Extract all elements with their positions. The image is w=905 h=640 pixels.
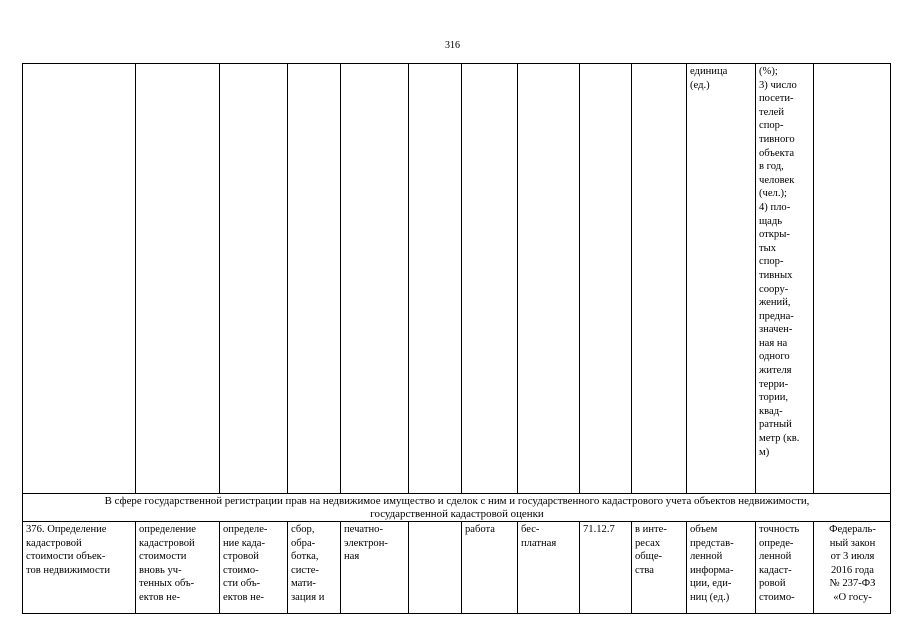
cell-text-line: определе- xyxy=(223,524,268,535)
cell-text-line: посети- xyxy=(759,93,794,105)
cell-text-line: жений, xyxy=(759,297,791,309)
cell-text-line: стровой xyxy=(223,551,259,563)
cell-text-line: ный закон xyxy=(829,537,876,549)
cell-text-line: ции, еди- xyxy=(690,578,732,590)
cell-text-line: обра- xyxy=(291,537,316,549)
payment-cell xyxy=(518,522,580,614)
cell-text-line: 376. Определение xyxy=(26,524,107,535)
cell-text-line: спор- xyxy=(759,120,784,132)
table-cell xyxy=(462,64,518,494)
cell-text-line: откры- xyxy=(759,229,790,241)
registry-table xyxy=(22,63,891,614)
table-cell xyxy=(580,64,632,494)
service-condition-cell xyxy=(220,522,288,614)
table-cell xyxy=(632,64,687,494)
service-form-cell xyxy=(288,522,341,614)
cell-text-line: ленной xyxy=(759,551,792,563)
quality-indicator-cell xyxy=(756,522,814,614)
cell-text-line: ботка, xyxy=(291,551,319,563)
cell-text-line: электрон- xyxy=(344,537,388,549)
empty-cell xyxy=(409,522,462,614)
type-cell xyxy=(462,522,518,614)
cell-text-line: ленной xyxy=(690,551,723,563)
delivery-form-cell xyxy=(341,522,409,614)
cell-text-line: значен- xyxy=(759,324,793,336)
table-cell xyxy=(136,64,220,494)
cell-text-line: терри- xyxy=(759,378,789,390)
section-heading-row xyxy=(23,494,891,522)
section-heading xyxy=(23,494,891,522)
service-content-cell xyxy=(136,522,220,614)
cell-text-line: ратный xyxy=(759,419,792,431)
table-cell xyxy=(518,64,580,494)
section-heading-line: В сфере государственной регистрации прав на недвижимое имущество и сделок с ним и государственного кадастрового учета объектов недвижимости, xyxy=(104,495,810,507)
cell-text-line: ная на xyxy=(759,337,788,349)
cell-text-line: объекта xyxy=(759,147,795,159)
unit-cell xyxy=(687,64,756,494)
cell-text-line: (чел.); xyxy=(759,188,787,200)
page-number: 316 xyxy=(445,40,460,51)
cell-text-line: кадастровой xyxy=(139,537,195,549)
cell-text-line: одного xyxy=(759,351,790,363)
cell-text-line: квад- xyxy=(759,405,783,417)
cell-text-line: опреде- xyxy=(759,537,794,549)
consumer-cell xyxy=(632,522,687,614)
cell-text-line: ства xyxy=(635,564,654,576)
cell-text-line: человек xyxy=(759,174,795,186)
cell-text-line: информа- xyxy=(690,564,734,576)
cell-text-line: ектов не- xyxy=(223,591,265,603)
okved-code-cell xyxy=(580,522,632,614)
cell-text-line: бес- xyxy=(521,524,540,535)
cell-text-line: ровой xyxy=(759,578,786,590)
cell-text-line: объем xyxy=(690,524,718,535)
cell-text-line: метр (кв. xyxy=(759,433,800,445)
volume-indicator-cell xyxy=(687,522,756,614)
cell-text-line: м) xyxy=(759,446,770,458)
cell-text-line: платная xyxy=(521,537,557,549)
cell-text-line: определение xyxy=(139,524,196,535)
cell-text-line: единица xyxy=(690,66,728,77)
cell-text-line: (%); xyxy=(759,66,778,77)
cell-text-line: ниц (ед.) xyxy=(690,591,730,603)
cell-text-line: кадастровой xyxy=(26,537,82,549)
cell-text-line: тов недвижимости xyxy=(26,564,110,576)
table-row-continuation xyxy=(23,64,891,494)
table-cell xyxy=(288,64,341,494)
cell-text-line: сти объ- xyxy=(223,578,261,590)
cell-text-line: 71.12.7 xyxy=(583,524,615,535)
cell-text-line: стоимости xyxy=(139,551,187,563)
cell-text-line: стоимости объек- xyxy=(26,551,106,563)
cell-text-line: спор- xyxy=(759,256,784,268)
cell-text-line: стоимо- xyxy=(223,564,259,576)
cell-text-line: 4) пло- xyxy=(759,201,791,213)
cell-text-line: соору- xyxy=(759,283,789,295)
cell-text-line: 2016 года xyxy=(830,564,874,576)
cell-text-line: тенных объ- xyxy=(139,578,195,590)
cell-text-line: жителя xyxy=(759,365,792,377)
cell-text-line: (ед.) xyxy=(690,79,710,91)
cell-text-line: тивных xyxy=(759,269,793,281)
indicator-cell xyxy=(756,64,814,494)
section-heading-line: государственной кадастровой оценки xyxy=(370,508,544,520)
cell-text-line: предна- xyxy=(759,310,794,322)
cell-text-line: зация и xyxy=(291,591,325,603)
table-row-376 xyxy=(23,522,891,614)
cell-text-line: в инте- xyxy=(635,524,667,535)
cell-text-line: ние када- xyxy=(223,537,265,549)
cell-text-line: работа xyxy=(465,524,496,535)
cell-text-line: тых xyxy=(759,242,777,254)
legal-basis-cell xyxy=(814,522,891,614)
cell-text-line: вновь уч- xyxy=(139,564,182,576)
table-cell xyxy=(341,64,409,494)
cell-text-line: обще- xyxy=(635,551,663,563)
cell-text-line: № 237-ФЗ xyxy=(829,578,876,590)
cell-text-line: печатно- xyxy=(344,524,383,535)
cell-text-line: Федераль- xyxy=(829,524,876,535)
table-cell xyxy=(409,64,462,494)
cell-text-line: ектов не- xyxy=(139,591,181,603)
cell-text-line: мати- xyxy=(291,578,316,590)
cell-text-line: кадаст- xyxy=(759,564,792,576)
cell-text-line: телей xyxy=(759,106,784,118)
table-cell xyxy=(220,64,288,494)
cell-text-line: в год, xyxy=(759,161,784,173)
cell-text-line: 3) число xyxy=(759,79,797,91)
service-name-cell xyxy=(23,522,136,614)
cell-text-line: ная xyxy=(344,551,360,563)
cell-text-line: представ- xyxy=(690,537,734,549)
cell-text-line: тории, xyxy=(759,392,789,404)
cell-text-line: тивного xyxy=(759,133,795,145)
cell-text-line: точность xyxy=(759,524,800,535)
table-cell xyxy=(23,64,136,494)
cell-text-line: систе- xyxy=(291,564,319,576)
cell-text-line: от 3 июля xyxy=(830,551,875,563)
cell-text-line: сбор, xyxy=(291,524,315,535)
cell-text-line: ресах xyxy=(635,537,661,549)
cell-text-line: щадь xyxy=(759,215,783,227)
cell-text-line: «О госу- xyxy=(833,591,872,603)
cell-text-line: стоимо- xyxy=(759,591,795,603)
table-cell xyxy=(814,64,891,494)
